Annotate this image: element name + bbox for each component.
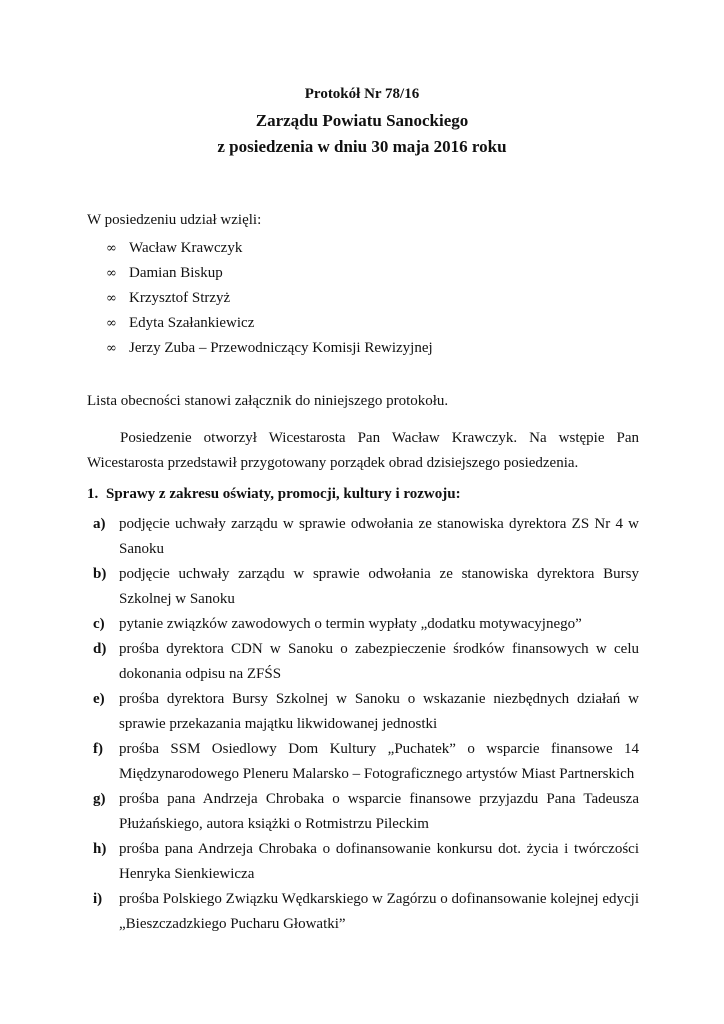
agenda-text: podjęcie uchwały zarządu w sprawie odwołania ze stanowiska dyrektora Bursy Szkolnej w Sanoku xyxy=(119,566,639,607)
agenda-text: prośba Polskiego Związku Wędkarskiego w Zagórzu o dofinansowanie kolejnej edycji „Bieszczadzkiego Pucharu Głowatki” xyxy=(119,891,639,932)
board-name: Zarządu Powiatu Sanockiego xyxy=(255,111,469,130)
agenda-item xyxy=(93,837,639,887)
agenda-text: pytanie związków zawodowych o termin wypłaty „dodatku motywacyjnego” xyxy=(119,616,582,632)
agenda-item xyxy=(93,737,639,787)
agenda-item xyxy=(93,612,639,637)
agenda-letter: e) xyxy=(93,691,105,707)
infinity-bullet-icon: ∞ xyxy=(106,316,117,331)
agenda-text: prośba dyrektora CDN w Sanoku o zabezpieczenie środków finansowych w celu dokonania odpisu na ZFŚS xyxy=(119,641,639,682)
section-heading xyxy=(87,486,461,503)
attendance-list xyxy=(106,237,433,362)
agenda-item xyxy=(93,637,639,687)
infinity-bullet-icon: ∞ xyxy=(106,341,117,356)
list-item xyxy=(106,237,433,262)
list-item xyxy=(106,262,433,287)
agenda-item xyxy=(93,887,639,937)
attendance-note: Lista obecności stanowi załącznik do niniejszego protokołu. xyxy=(87,393,449,409)
agenda-letter: f) xyxy=(93,741,103,757)
agenda-letter: h) xyxy=(93,841,107,857)
agenda-item xyxy=(93,787,639,837)
member-name: Damian Biskup xyxy=(129,265,223,281)
agenda-letter: b) xyxy=(93,566,107,582)
member-name: Wacław Krawczyk xyxy=(129,240,243,256)
opening-paragraph: Posiedzenie otworzył Wicestarosta Pan Wacław Krawczyk. Na wstępie Pan Wicestarosta przedstawił przygotowany porządek obrad dzisiejszego posiedzenia. xyxy=(87,430,639,471)
infinity-bullet-icon: ∞ xyxy=(106,241,117,256)
member-name: Krzysztof Strzyż xyxy=(129,290,231,306)
section-number: 1. xyxy=(87,486,99,502)
agenda-text: prośba dyrektora Bursy Szkolnej w Sanoku o wskazanie niezbędnych działań w sprawie przekazania majątku likwidowanej jednostki xyxy=(119,691,639,732)
agenda-text: podjęcie uchwały zarządu w sprawie odwołania ze stanowiska dyrektora ZS Nr 4 w Sanoku xyxy=(119,516,639,557)
protocol-number: Protokół Nr 78/16 xyxy=(304,86,420,102)
agenda-text: prośba pana Andrzeja Chrobaka o wsparcie finansowe przyjazdu Pana Tadeusza Płużańskiego, autora książki o Rotmistrzu Pileckim xyxy=(119,791,639,832)
list-item xyxy=(106,337,433,362)
infinity-bullet-icon: ∞ xyxy=(106,291,117,306)
agenda-letter: i) xyxy=(93,891,103,907)
agenda-text: prośba pana Andrzeja Chrobaka o dofinansowanie konkursu dot. życia i twórczości Henryka Sienkiewicza xyxy=(119,841,639,882)
member-name: Edyta Szałankiewicz xyxy=(129,315,255,331)
infinity-bullet-icon: ∞ xyxy=(106,266,117,281)
attendance-intro: W posiedzeniu udział wzięli: xyxy=(87,212,262,228)
agenda-list xyxy=(93,512,639,937)
meeting-date: z posiedzenia w dniu 30 maja 2016 roku xyxy=(217,137,507,156)
section-title: Sprawy z zakresu oświaty, promocji, kultury i rozwoju: xyxy=(106,486,461,502)
list-item xyxy=(106,287,433,312)
agenda-letter: c) xyxy=(93,616,105,632)
list-item xyxy=(106,312,433,337)
agenda-text: prośba SSM Osiedlowy Dom Kultury „Puchatek” o wsparcie finansowe 14 Międzynarodowego Pleneru Malarsko – Fotograficznego artystów Miast Partnerskich xyxy=(119,741,639,782)
agenda-letter: d) xyxy=(93,641,107,657)
member-name: Jerzy Zuba – Przewodniczący Komisji Rewizyjnej xyxy=(129,340,433,356)
agenda-letter: g) xyxy=(93,791,106,807)
agenda-letter: a) xyxy=(93,516,106,532)
agenda-item xyxy=(93,512,639,562)
agenda-item xyxy=(93,687,639,737)
agenda-item xyxy=(93,562,639,612)
